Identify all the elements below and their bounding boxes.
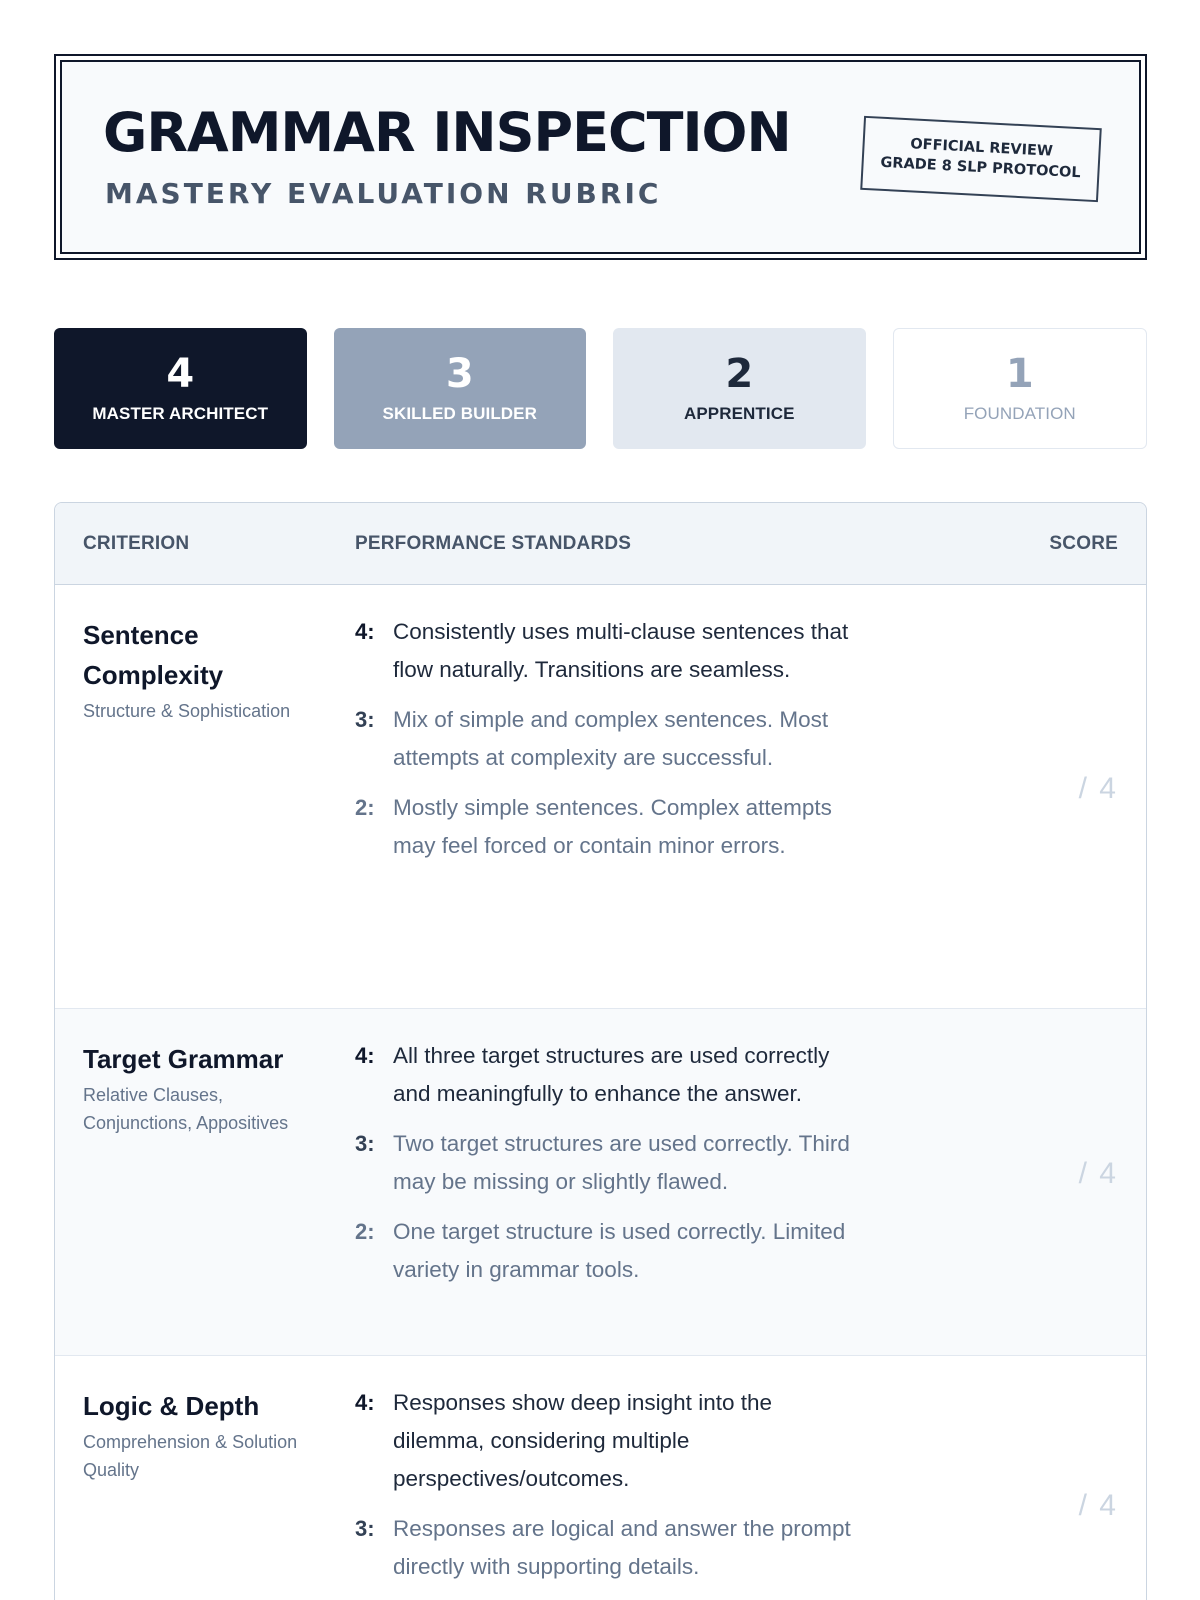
legend-level-label: APPRENTICE — [683, 403, 795, 423]
standard-level: 4: — [355, 1043, 375, 1068]
criterion-title: Sentence Complexity — [83, 620, 224, 690]
standard-text: Mostly simple sentences. Complex attempts may feel forced or contain minor errors. — [393, 795, 832, 858]
stamp-line-1: OFFICIAL REVIEW — [909, 136, 1054, 161]
standard-text: Consistently uses multi-clause sentences that flow naturally. Transitions are seamless. — [393, 619, 849, 682]
standard-item — [355, 1213, 855, 1289]
column-header-criterion: CRITERION — [83, 533, 190, 554]
score-field[interactable]: / 4 — [1078, 1489, 1118, 1522]
standards-cell — [355, 1384, 855, 1598]
page-title: GRAMMAR INSPECTION — [103, 101, 791, 164]
rubric-table — [54, 502, 1147, 1600]
legend-level-number: 3 — [445, 350, 474, 397]
criterion-subtitle: Comprehension & Solution Quality — [83, 1432, 298, 1480]
standard-level: 2: — [355, 795, 375, 820]
score-field[interactable]: / 4 — [1078, 1157, 1118, 1190]
criterion-cell — [83, 1039, 313, 1137]
criterion-subtitle: Structure & Sophistication — [83, 701, 291, 721]
legend-level-1 — [893, 328, 1148, 449]
legend-level-number: 2 — [725, 350, 754, 397]
standard-item — [355, 1510, 855, 1586]
standards-cell — [355, 1037, 855, 1301]
standard-level: 3: — [355, 707, 375, 732]
standard-text: All three target structures are used correctly and meaningfully to enhance the answer. — [393, 1043, 830, 1106]
standard-level: 3: — [355, 1516, 375, 1541]
table-header — [55, 503, 1146, 585]
legend-level-label: MASTER ARCHITECT — [92, 403, 269, 423]
stamp-line-2: GRADE 8 SLP PROTOCOL — [880, 154, 1081, 182]
standards-cell — [355, 613, 855, 877]
level-legend — [54, 328, 1147, 449]
standard-item — [355, 1037, 855, 1113]
legend-level-label: SKILLED BUILDER — [382, 403, 537, 423]
standard-level: 3: — [355, 1131, 375, 1156]
standard-text: Responses show deep insight into the dilemma, considering multiple perspectives/outcomes. — [393, 1390, 772, 1491]
standard-text: Mix of simple and complex sentences. Most attempts at complexity are successful. — [393, 707, 829, 770]
standard-level: 4: — [355, 619, 375, 644]
standard-text: Two target structures are used correctly. Third may be missing or slightly flawed. — [393, 1131, 850, 1194]
criterion-title: Target Grammar — [83, 1044, 284, 1074]
criterion-cell — [83, 1386, 313, 1484]
page-subtitle: MASTERY EVALUATION RUBRIC — [105, 177, 662, 210]
standard-item — [355, 613, 855, 689]
header-inner — [60, 60, 1141, 254]
legend-level-4 — [54, 328, 307, 449]
legend-level-3 — [334, 328, 587, 449]
score-field[interactable]: / 4 — [1078, 772, 1118, 805]
header-frame — [54, 54, 1147, 260]
legend-level-number: 4 — [166, 350, 195, 397]
official-stamp — [860, 116, 1102, 202]
standard-item — [355, 789, 855, 865]
criterion-cell — [83, 615, 313, 725]
table-row — [55, 1356, 1146, 1600]
standard-text: One target structure is used correctly. Limited variety in grammar tools. — [393, 1219, 846, 1282]
table-row — [55, 1009, 1146, 1356]
column-header-standards: PERFORMANCE STANDARDS — [355, 533, 632, 554]
standard-level: 2: — [355, 1219, 375, 1244]
standard-level: 4: — [355, 1390, 375, 1415]
criterion-title: Logic & Depth — [83, 1391, 260, 1421]
criterion-subtitle: Relative Clauses, Conjunctions, Appositives — [83, 1085, 289, 1133]
standard-text: Responses are logical and answer the prompt directly with supporting details. — [393, 1516, 851, 1579]
column-header-score: SCORE — [1049, 533, 1118, 554]
legend-level-2 — [613, 328, 866, 449]
legend-level-number: 1 — [1005, 350, 1034, 397]
standard-item — [355, 701, 855, 777]
standard-item — [355, 1125, 855, 1201]
legend-level-label: FOUNDATION — [963, 403, 1076, 423]
standard-item — [355, 1384, 855, 1498]
table-row — [55, 585, 1146, 1009]
